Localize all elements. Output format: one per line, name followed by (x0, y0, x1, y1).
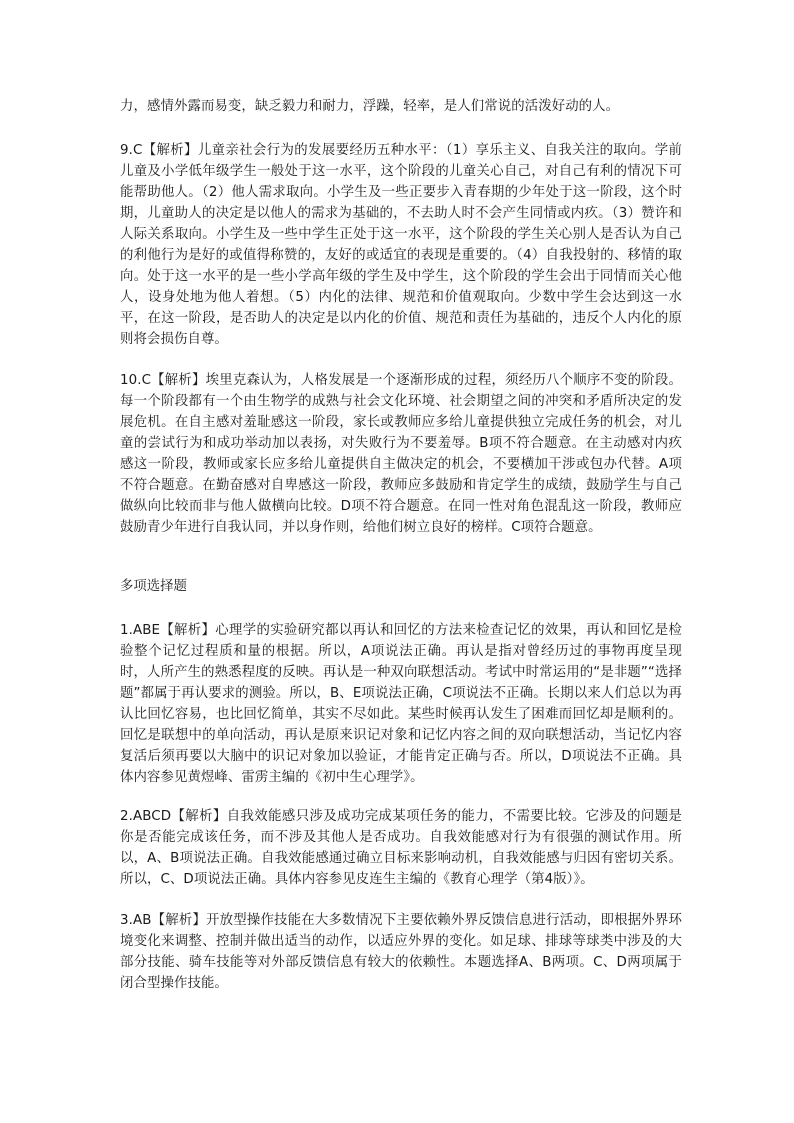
answer-3-explanation: 3.AB【解析】开放型操作技能在大多数情况下主要依赖外界反馈信息进行活动，即根据外界环境变化来调整、控制并做出适当的动作，以适应外界的变化。如足球、排球等球类中涉及的大部分技能、骑车技能等对外部反馈信息有较大的依赖性。本题选择A、B两项。C、D两项属于闭合型操作技能。 (120, 913, 682, 991)
section-heading-multiple-choice: 多项选择题 (120, 579, 187, 594)
answer-9-explanation: 9.C【解析】儿童亲社会行为的发展要经历五种水平：（1）享乐主义、自我关注的取向。学前儿童及小学低年级学生一般处于这一水平，这个阶段的儿童关心自己，对自己有利的情况下可能帮助他人。（2）他人需求取向。小学生及一些正要步入青春期的少年处于这一阶段，这个时期，儿童助人的决定是以他人的需求为基础的，不去助人时不会产生同情或内疚。（3）赞许和人际关系取向。小学生及一些中学生正处于这一水平，这个阶段的学生关心别人是否认为自己的利他行为是好的或值得称赞的，友好的或适宜的表现是重要的。（4）自我投射的、移情的取向。处于这一水平的是一些小学高年级的学生及中学生，这个阶段的学生会出于同情而关心他人，设身处地为他人着想。（5）内化的法律、规范和价值观取向。少数中学生会达到这一水平，在这一阶段，是否助人的决定是以内化的价值、规范和责任为基础的，违反个人内化的原则将会损伤自尊。 (120, 143, 682, 347)
answer-2-explanation: 2.ABCD【解析】自我效能感只涉及成功完成某项任务的能力，不需要比较。它涉及的问题是你是否能完成该任务，而不涉及其他人是否成功。自我效能感对行为有很强的测试作用。所以，A、B项说法正确。自我效能感通过确立目标来影响动机，自我效能感与归因有密切关系。所以，C、D项说法正确。具体内容参见皮连生主编的《教育心理学（第4版）》。 (120, 809, 682, 887)
answer-1-explanation: 1.ABE【解析】心理学的实验研究都以再认和回忆的方法来检查记忆的效果，再认和回忆是检验整个记忆过程质和量的根据。所以，A项说法正确。再认是指对曾经历过的事物再度呈现时，人所产生的熟悉程度的反映。再认是一种双向联想活动。考试中时常运用的“是非题”“选择题”都属于再认要求的测验。所以，B、E项说法正确，C项说法不正确。长期以来人们总以为再认比回忆容易，也比回忆简单，其实不尽如此。某些时候再认发生了困难而回忆却是顺利的。回忆是联想中的单向活动，再认是原来识记对象和记忆内容之间的双向联想活动，当记忆内容复活后须再要以大脑中的识记对象加以验证，才能肯定正确与否。所以，D项说法不正确。具体内容参见黄煜峰、雷雳主编的《初中生心理学》。 (120, 623, 682, 785)
paragraph-continuation: 力，感情外露而易变，缺乏毅力和耐力，浮躁，轻率，是人们常说的活泼好动的人。 (120, 99, 620, 114)
answer-10-explanation: 10.C【解析】埃里克森认为，人格发展是一个逐渐形成的过程，须经历八个顺序不变的阶段。每一个阶段都有一个由生物学的成熟与社会文化环境、社会期望之间的冲突和矛盾所决定的发展危机。在自主感对羞耻感这一阶段，家长或教师应多给儿童提供独立完成任务的机会，对儿童的尝试行为和成功举动加以表扬，对失败行为不要羞辱。B项不符合题意。在主动感对内疚感这一阶段，教师或家长应多给儿童提供自主做决定的机会，不要横加干涉或包办代替。A项不符合题意。在勤奋感对自卑感这一阶段，教师应多鼓励和肯定学生的成绩，鼓励学生与自己做纵向比较而非与他人做横向比较。D项不符合题意。在同一性对角色混乱这一阶段，教师应鼓励青少年进行自我认同，并以身作则，给他们树立良好的榜样。C项符合题意。 (120, 373, 682, 535)
